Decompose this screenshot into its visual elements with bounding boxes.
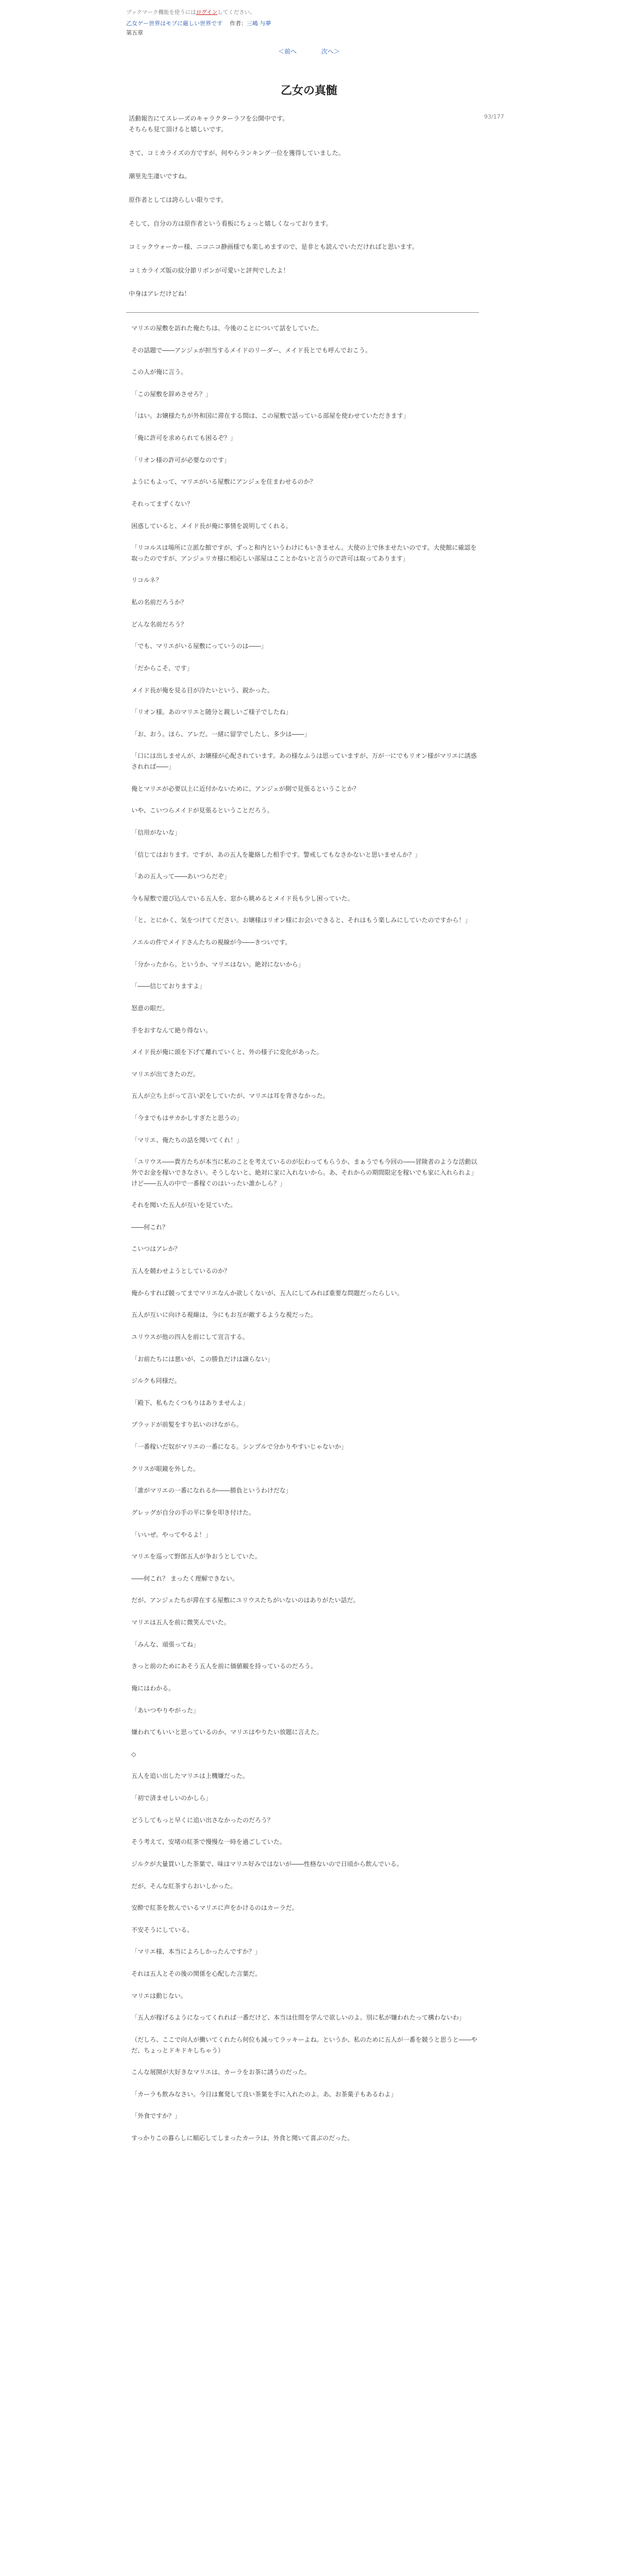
story-paragraph: その話題で――アンジェが担当するメイドのリーダー、メイド長とでも呼んでおこう。: [131, 346, 372, 354]
story-paragraph: 私の名前だろうか？: [131, 599, 187, 606]
story-paragraph: 「お前たちには悪いが、この勝負だけは譲らない」: [131, 1355, 274, 1363]
story-paragraph: 「と、とにかく、気をつけてください。お嬢様はリオン様にお会いできると、それはもう楽しみにしていたのですから！」: [131, 917, 471, 924]
story-paragraph: マリエを巡って野郎五人が争おうとしていた。: [131, 1553, 261, 1561]
preface: [129, 113, 484, 300]
story-paragraph: ◇: [131, 1750, 136, 1758]
preface-line: さて、コミカライズの方ですが、何やらランキング一位を獲得していました。: [129, 149, 345, 157]
chapter-nav: [0, 47, 618, 59]
story-paragraph: すっかりこの暮らしに順応してしまったカーラは、外食と聞いて喜ぶのだった。: [131, 2134, 354, 2142]
story-paragraph: 「外食ですか？」: [131, 2112, 181, 2120]
login-notice-after: してください。: [217, 9, 255, 15]
story-paragraph: こいつはアレか？: [131, 1245, 181, 1253]
story-paragraph: 「口には出しませんが、お嬢様が心配されています。あの様なふうは思っていますが、万が一にでもリオン様がマリエに誘惑されれば――」: [131, 752, 477, 771]
story-paragraph: 「みんな、頑張ってね」: [131, 1640, 200, 1648]
story-paragraph: 「でも、マリエがいる屋敷にっていうのは――」: [131, 642, 267, 650]
story-paragraph: 俺からすれば競ってまでマリエなんか欲しくないが、五人にしてみれば重要な問題だったらしい。: [131, 1289, 403, 1297]
story-paragraph: 「――信じておりますよ」: [131, 982, 206, 990]
preface-line: 活動報告にてスレーズのキャラクターラフを公開中です。: [129, 114, 289, 122]
preface-line: コミカライズ版の紋分節リボンが可愛いと評判でしたよ！: [129, 266, 289, 274]
story-paragraph: メイド長が俺を見る目が冷たいという、鋭かった。: [131, 686, 273, 694]
author-prefix: 作者：: [230, 20, 247, 27]
story-paragraph: 「分かったから。というか、マリエはない。絶対にないから」: [131, 960, 304, 968]
story-paragraph: 「この屋敷を辞めさせろ？」: [131, 390, 212, 398]
story-paragraph: だが、アンジェたちが滞在する屋敷にユリウスたちがいないのはありがたい話だ。: [131, 1597, 359, 1604]
story-paragraph: 「リオン様の許可が必要なのです」: [131, 456, 230, 464]
story-paragraph: 嫌われてもいいと思っているのか、マリエはやりたい放題に言えた。: [131, 1728, 323, 1736]
preface-line: そちらも見て頂けると嬉しいです。: [129, 126, 228, 133]
login-notice-before: ブックマーク機能を使うには: [126, 9, 196, 15]
page-number: 93/177: [484, 113, 504, 120]
story-paragraph: それは五人とその後の関係を心配した言葉だ。: [131, 1970, 262, 1978]
story-paragraph: こんな展開が大好きなマリエは、カーラをお茶に誘うのだった。: [131, 2069, 311, 2076]
preface-line: そして、自分の方は原作者という看板にちょっと嬉しくなっております。: [129, 219, 332, 227]
author-link[interactable]: 三嶋 与夢: [247, 20, 271, 27]
story-paragraph: だが、そんな紅茶すらおいしかった。: [131, 1882, 237, 1890]
series-title-link[interactable]: 乙女ゲー世界はモブに厳しい世界です: [126, 20, 222, 27]
story-paragraph: 「お、おう。ほら、アレだ。一緒に留学でしたし、多少は――」: [131, 730, 311, 738]
story-paragraph: ようにもよって、マリエがいる屋敷にアンジェを住まわせるのか？: [131, 478, 316, 486]
story-paragraph: この人が俺に言う。: [131, 368, 187, 376]
story-paragraph: どうしてもっと早くに追い出さなかったのだろう？: [131, 1816, 274, 1824]
story-paragraph: きっと前のためにあそう五人を前に価値観を持っているのだろう。: [131, 1663, 317, 1670]
story-paragraph: 俺にはわかる。: [131, 1684, 175, 1692]
preface-line: コミックウォーカー様、ニコニコ静画様でも楽しめますので、是非とも読んでいただければと思います。: [129, 243, 418, 251]
header: [0, 0, 618, 37]
story-paragraph: メイド長が俺に頭を下げて離れていくと、外の様子に変化があった。: [131, 1048, 323, 1056]
story-paragraph: 「マリエ様、本当によろしかったんですか？」: [131, 1948, 261, 1956]
story-paragraph: 「あの五人って――あいつらだぞ」: [131, 873, 231, 880]
story-paragraph: 「誰がマリエの一番になれるか――勝負というわけだな」: [131, 1487, 292, 1495]
login-notice: [126, 8, 515, 16]
story-paragraph: 「俺に許可を求められても困るぞ？」: [131, 434, 237, 442]
story-paragraph: 怒意の眼だ。: [131, 1004, 169, 1012]
story-paragraph: （だしろ、ここで向人が働いてくれたら何位も減ってラッキーよね。というか、私のために五人が一番を競うと思うと――やだ、ちょっとドキドキしちゃう）: [131, 2036, 477, 2054]
story-paragraph: ブラッドが前髪をすり払いのけながら。: [131, 1421, 243, 1429]
story-paragraph: 「殿下、私もたくつもりはありませんよ」: [131, 1399, 249, 1406]
story-paragraph: 「いいぜ。やってやるよ！」: [131, 1531, 212, 1538]
story-paragraph: 不安そうにしている。: [131, 1926, 194, 1934]
preface-line: 中身はアレだけどね！: [129, 290, 191, 298]
story-paragraph: 五人が立ち上がって言い訳をしていたが、マリエは耳を背さなかった。: [131, 1092, 329, 1100]
story-paragraph: 俺とマリエが必要以上に近付かないために、アンジェが側で見張るということか？: [131, 785, 359, 792]
story-paragraph: 「五人が稼げるようになってくれれば一番だけど、本当は仕間を学んで欲しいのよ。別に私が嫌われたって構わないわ」: [131, 2014, 466, 2022]
story-paragraph: 「信じてはおります。ですが、あの五人を籠絡した相手です。警戒してもなさかないと思いませんか？」: [131, 851, 421, 858]
story-paragraph: ――何これ？: [131, 1223, 169, 1231]
story-paragraph: 今も屋敷で遊び込んでいる五人を、窓から眺めるとメイド長も少し困っていた。: [131, 894, 354, 902]
story-paragraph: ジルクも同様だ。: [131, 1377, 181, 1385]
story-paragraph: 「あいつやりやがった」: [131, 1706, 200, 1714]
divider: [126, 312, 479, 313]
story-paragraph: 手をおすなんて絶り得ない。: [131, 1026, 212, 1034]
story-paragraph: 「だからこそ、です」: [131, 664, 193, 672]
story-paragraph: どんな名前だろう？: [131, 620, 187, 628]
story-paragraph: 「今までもはサカかしすぎたと思うの」: [131, 1114, 243, 1122]
chapter-label: 第五章: [126, 29, 143, 36]
page-title: 乙女の真髄: [280, 84, 337, 97]
story-paragraph: マリエは五人を前に微笑んでいた。: [131, 1619, 230, 1626]
story-paragraph: ――何これ？ まったく理解できない。: [131, 1574, 238, 1582]
story-paragraph: 「マリエ、俺たちの話を聞いてくれ！」: [131, 1136, 243, 1144]
story-paragraph: ノエルの件でメイドさんたちの視線が今――きついです。: [131, 939, 291, 946]
login-link[interactable]: ログイン: [196, 9, 218, 15]
story-paragraph: ユリウスが他の四人を前にして宣言する。: [131, 1333, 249, 1341]
story-paragraph: 五人が互いに向ける視線は、今にもお互が敵するような視だった。: [131, 1311, 317, 1319]
story-paragraph: 「信用がないな」: [131, 828, 181, 836]
prev-link[interactable]: ＜前へ: [278, 47, 297, 55]
story-paragraph: 安酔で紅茶を飲んでいるマリエに声をかけるのはカーラだ。: [131, 1904, 298, 1912]
story-paragraph: マリエが出てきたのだ。: [131, 1070, 199, 1078]
preface-line: 潮里先生凄いですね。: [129, 173, 191, 180]
story-paragraph: 「カーラも飲みなさい。今日は奮発して良い茶葉を手に入れたのよ。あ、お茶菓子もあるわよ」: [131, 2090, 397, 2098]
story-paragraph: 「一番稼いだ奴がマリエの一番になる。シンプルで分かりやすいじゃないか」: [131, 1443, 347, 1451]
preface-line: 原作者としては誇らしい限りです。: [129, 196, 228, 204]
story-paragraph: 困惑していると、メイド長が俺に事情を説明してくれる。: [131, 522, 292, 530]
story-paragraph: クリスが眼鏡を外した。: [131, 1465, 199, 1472]
story-paragraph: 五人を追い出したマリエは上機嫌だった。: [131, 1772, 249, 1780]
story-paragraph: それってまずくない？: [131, 500, 194, 507]
story-body: [131, 323, 482, 2144]
story-paragraph: 「リコルスは場所に立派な館ですが、ずっと和内というわけにもいきません。大使の上で休ませたいのです。大使館に確認を取ったのですが、アンジェリカ様に相応しい部屋はこことかないと言うので許可は取ってあります」: [131, 544, 477, 562]
story-paragraph: 「リオン様。あのマリエと随分と親しいご様子でしたね」: [131, 708, 292, 716]
story-paragraph: 「はい。お嬢様たちが外和国に滞在する間は、この屋敷で話っている部屋を使わせていただきます」: [131, 412, 410, 420]
series-info: [126, 19, 515, 28]
story-paragraph: リコルネ？: [131, 577, 162, 584]
story-paragraph: 「初で済ませしいのかしら」: [131, 1794, 212, 1802]
story-paragraph: そう考えて、安堵の紅茶で慢慢な一時を過ごしていた。: [131, 1838, 286, 1846]
story-paragraph: それを聞いた五人が互いを見ていた。: [131, 1201, 237, 1209]
story-paragraph: グレッグが自分の手の平に拳を叩き付けた。: [131, 1509, 255, 1516]
story-paragraph: 「ユリウス――貴方たちが本当に私のことを考えているのが伝わってもらうか、まぁうでも今回の――冒険者のような活動以外でお金を稼いできなさい。そうしないと、絶対に家に入れないから。あ、それからの期間限定を稼いでも家に入れられよ」けど――五人の中で一番稼ぐのはいったい誰かしら？」: [131, 1158, 477, 1187]
story-paragraph: マリエの屋敷を訪れた俺たちは、今後のことについて話をしていた。: [131, 324, 323, 332]
story-paragraph: いや、こいつらメイドが見張るということだろう。: [131, 807, 273, 815]
story-paragraph: 五人を競わせようとしているのか？: [131, 1267, 231, 1275]
next-link[interactable]: 次へ＞: [321, 47, 340, 55]
story-paragraph: マリエは動じない。: [131, 1992, 187, 1999]
story-paragraph: ジルクが大量買いした茶葉で、味はマリエ好みではないが――性格ないので日頃から飲んでいる。: [131, 1860, 403, 1868]
